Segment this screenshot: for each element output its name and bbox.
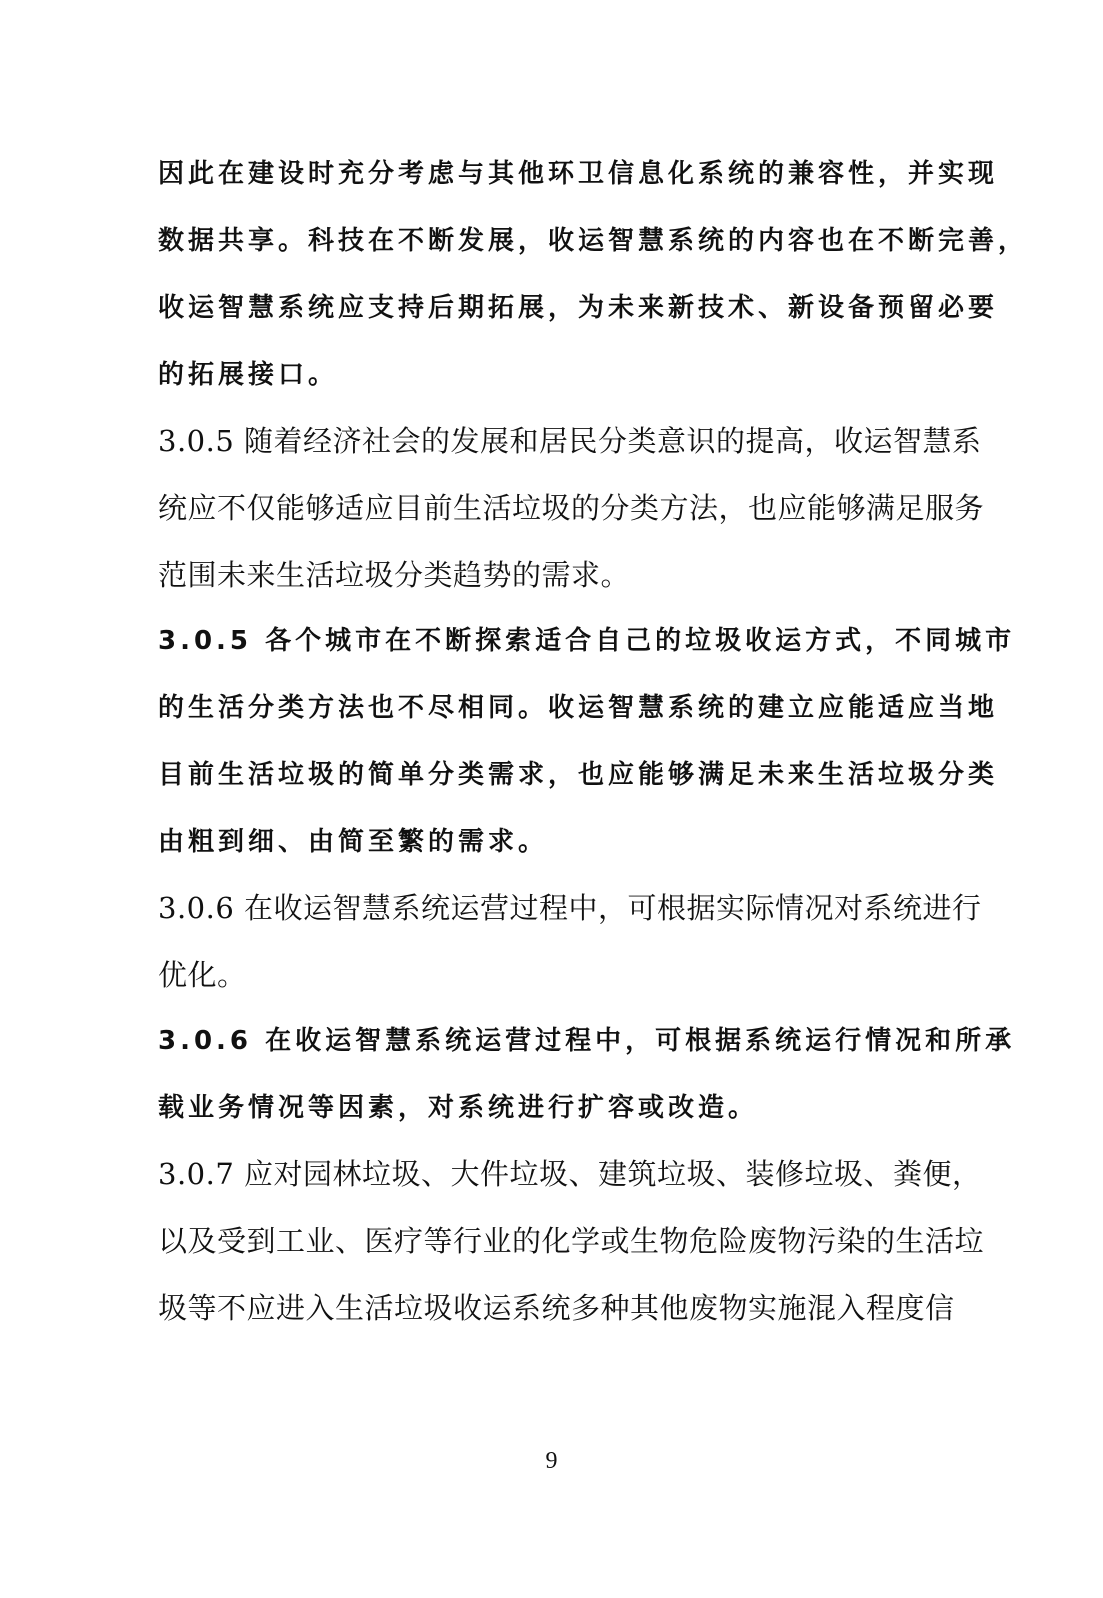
text-line: 范围未来生活垃圾分类趋势的需求。 xyxy=(158,558,631,592)
explanation-paragraph xyxy=(158,155,1029,394)
text-line: 3.0.5 随着经济社会的发展和居民分类意识的提高，收运智慧系 xyxy=(158,424,982,458)
text-line: 圾等不应进入生活垃圾收运系统多种其他废物实施混入程度信 xyxy=(158,1291,955,1325)
text-line: 3.0.5 各个城市在不断探索适合自己的垃圾收运方式，不同城市 xyxy=(158,626,1016,656)
clause-paragraph xyxy=(158,422,985,594)
text-line: 载业务情况等因素，对系统进行扩容或改造。 xyxy=(158,1093,759,1123)
text-line: 统应不仅能够适应目前生活垃圾的分类方法，也应能够满足服务 xyxy=(158,491,985,525)
clause-paragraph xyxy=(158,889,982,994)
text-line: 3.0.7 应对园林垃圾、大件垃圾、建筑垃圾、装修垃圾、粪便， xyxy=(158,1157,982,1191)
text-line: 数据共享。科技在不断发展，收运智慧系统的内容也在不断完善， xyxy=(158,226,1029,256)
text-line: 的拓展接口。 xyxy=(158,360,339,390)
text-line: 目前生活垃圾的简单分类需求，也应能够满足未来生活垃圾分类 xyxy=(158,760,999,790)
text-line: 的生活分类方法也不尽相同。收运智慧系统的建立应能适应当地 xyxy=(158,693,999,723)
text-line: 优化。 xyxy=(158,958,247,992)
text-line: 由粗到细、由简至繁的需求。 xyxy=(158,827,549,857)
explanation-paragraph xyxy=(158,1022,1016,1127)
clause-paragraph xyxy=(158,1155,985,1327)
text-line: 以及受到工业、医疗等行业的化学或生物危险废物污染的生活垃 xyxy=(158,1224,985,1258)
text-line: 因此在建设时充分考虑与其他环卫信息化系统的兼容性，并实现 xyxy=(158,159,999,189)
text-line: 收运智慧系统应支持后期拓展，为未来新技术、新设备预留必要 xyxy=(158,293,999,323)
text-line: 3.0.6 在收运智慧系统运营过程中，可根据实际情况对系统进行 xyxy=(158,891,982,925)
page-number: 9 xyxy=(545,1448,558,1474)
explanation-paragraph xyxy=(158,622,1016,861)
text-line: 3.0.6 在收运智慧系统运营过程中，可根据系统运行情况和所承 xyxy=(158,1026,1016,1056)
